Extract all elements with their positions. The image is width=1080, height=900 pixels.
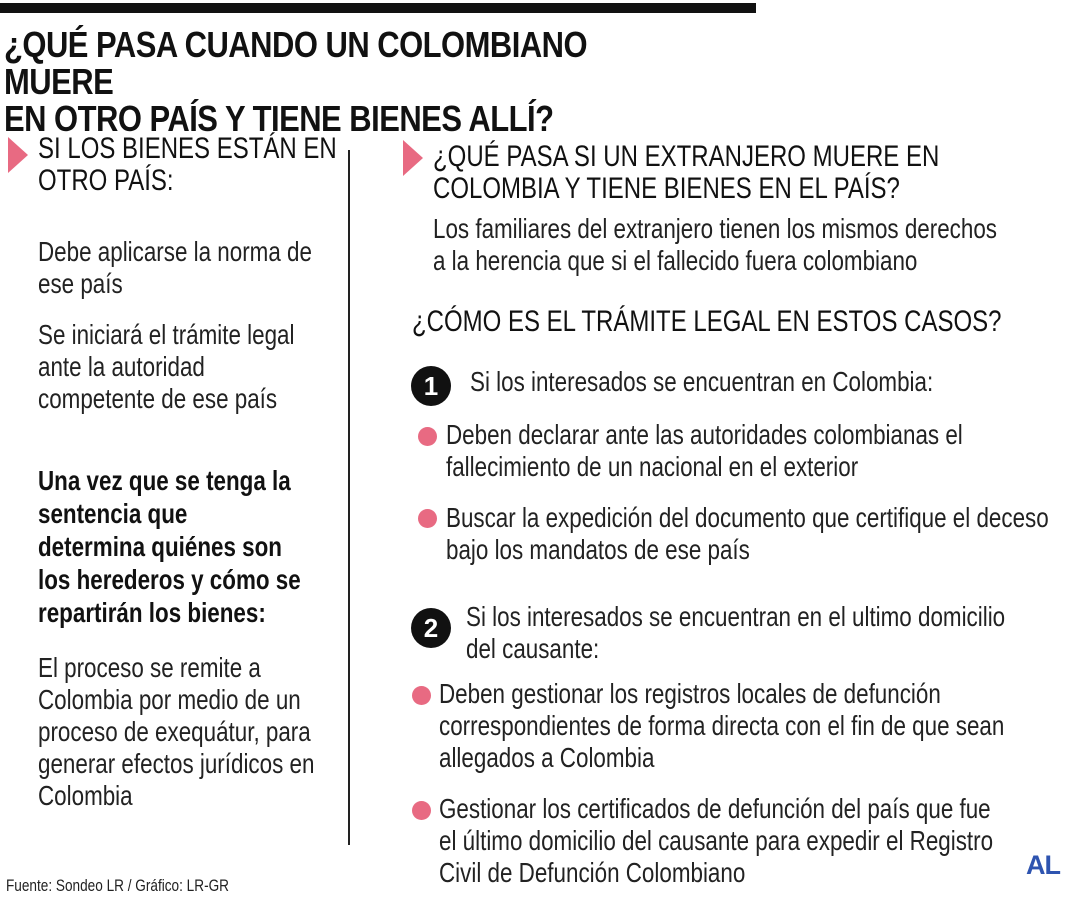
column-divider: [348, 150, 350, 845]
right-answer: Los familiares del extranjero tienen los mismos derechos a la herencia que si el fallecido fuera colombiano: [433, 213, 997, 276]
triangle-marker-icon: [8, 137, 28, 173]
left-paragraph-1: Debe aplicarse la norma de ese país: [38, 236, 312, 299]
page-title: ¿QUÉ PASA CUANDO UN COLOMBIANO MUERE EN OTRO PAÍS Y TIENE BIENES ALLÍ?: [4, 24, 588, 139]
step-2-bullet-2: Gestionar los certificados de defunción del país que fue el último domicilio del causante para expedir el Registro Civil de Defunción Colombiano: [439, 793, 994, 888]
step-1-bullet-2: Buscar la expedición del documento que certifique el deceso bajo los mandatos de ese país: [446, 502, 1049, 565]
source-footer: Fuente: Sondeo LR / Gráfico: LR-GR: [6, 876, 229, 895]
bullet-dot-icon: [412, 686, 431, 705]
step-2-bullet-1: Deben gestionar los registros locales de defunción correspondientes de forma directa con el fin de que sean allegados a Colombia: [439, 678, 1005, 773]
right-subheading: ¿CÓMO ES EL TRÁMITE LEGAL EN ESTOS CASOS?: [412, 305, 1002, 338]
bullet-dot-icon: [412, 801, 431, 820]
left-bold-paragraph: Una vez que se tenga la sentencia que determina quiénes son los herederos y cómo se repartirán los bienes:: [38, 465, 301, 628]
bullet-dot-icon: [418, 427, 437, 446]
left-paragraph-2: Se iniciará el trámite legal ante la autoridad competente de ese país: [38, 319, 295, 414]
triangle-marker-icon: [403, 140, 423, 176]
right-heading: ¿QUÉ PASA SI UN EXTRANJERO MUERE EN COLOMBIA Y TIENE BIENES EN EL PAÍS?: [433, 140, 940, 205]
top-rule: [0, 3, 756, 13]
left-paragraph-3: El proceso se remite a Colombia por medio de un proceso de exequátur, para generar efectos jurídicos en Colombia: [38, 652, 315, 811]
left-heading: SI LOS BIENES ESTÁN EN OTRO PAÍS:: [38, 132, 337, 197]
step-1-bullet-1: Deben declarar ante las autoridades colombianas el fallecimiento de un nacional en el exterior: [446, 419, 963, 482]
bullet-dot-icon: [418, 509, 437, 528]
step-2-text: Si los interesados se encuentran en el ultimo domicilio del causante:: [466, 601, 1006, 664]
brand-logo: AL: [1026, 850, 1060, 880]
step-number-1: 1: [411, 366, 451, 406]
step-number-2: 2: [411, 608, 451, 648]
step-1-text: Si los interesados se encuentran en Colombia:: [470, 366, 934, 397]
